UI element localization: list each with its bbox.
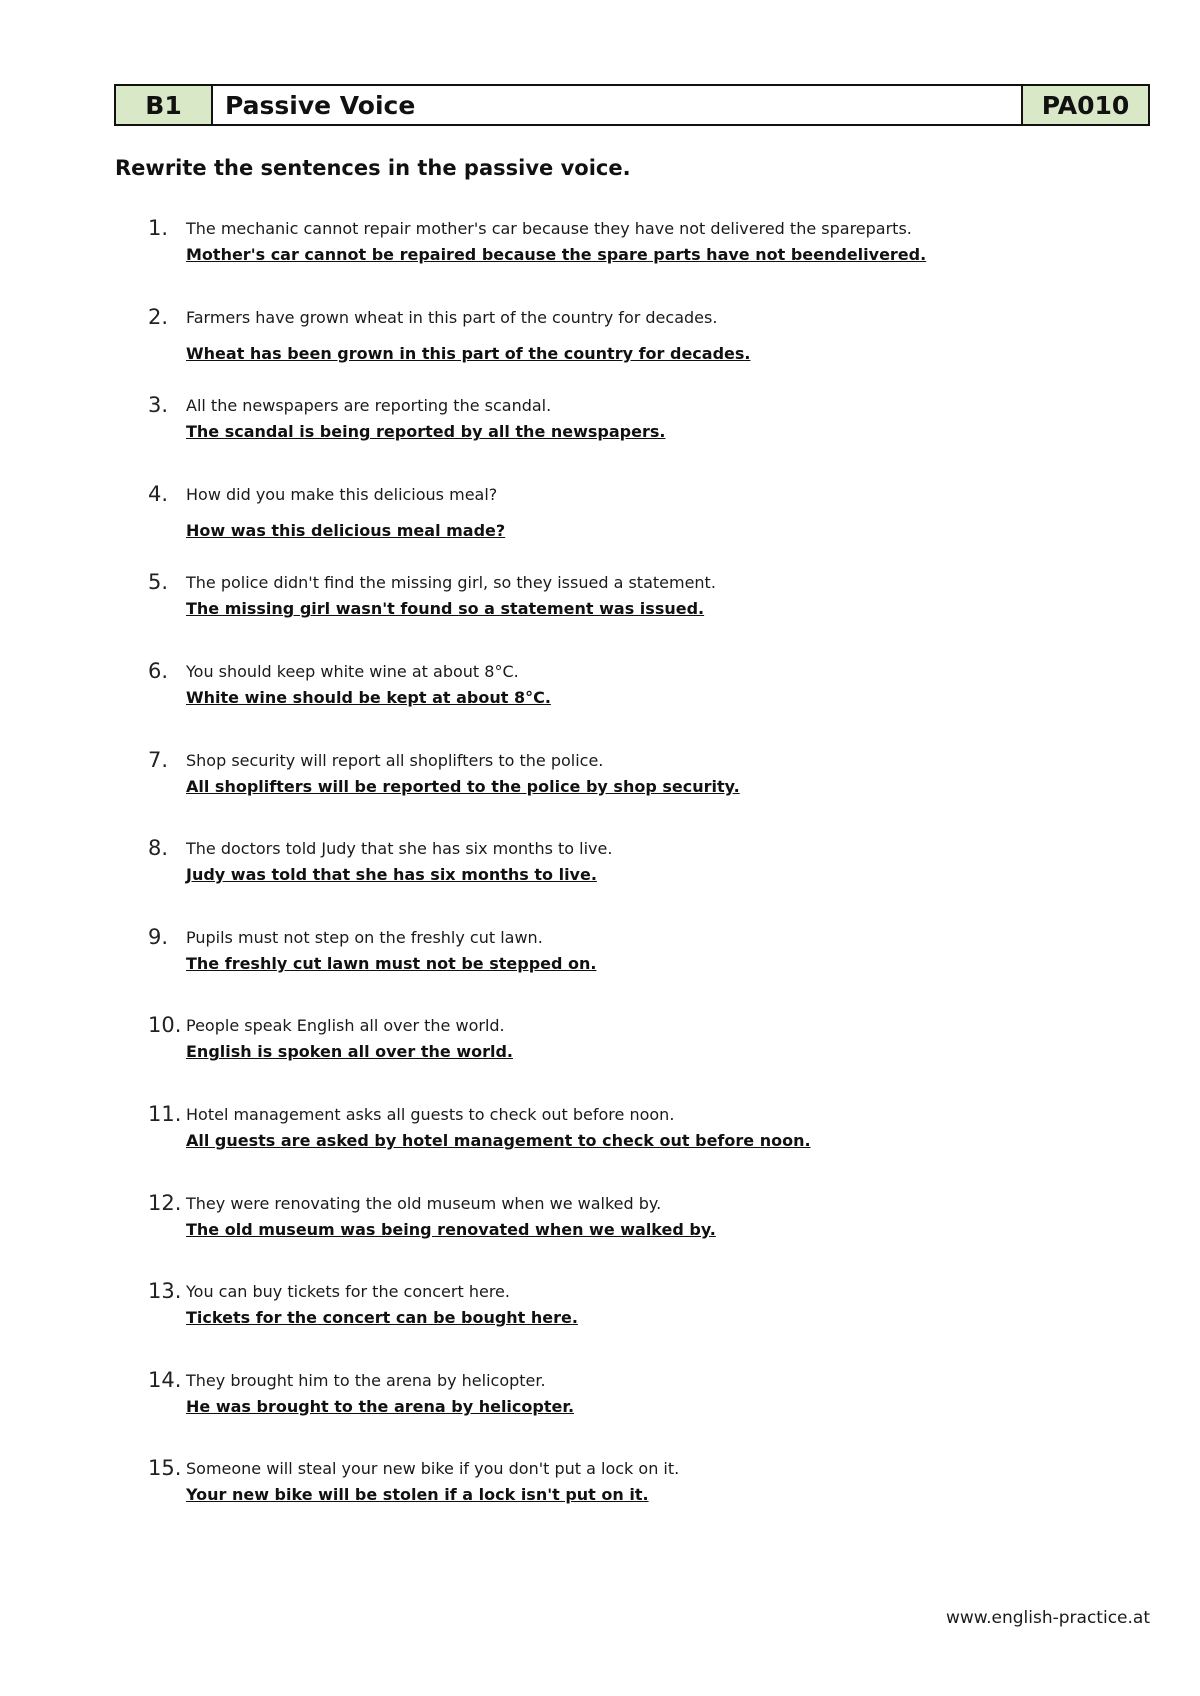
exercise-number: 3. — [148, 393, 169, 418]
exercise-list — [0, 216, 1200, 1545]
instruction-text: Rewrite the sentences in the passive voice. — [115, 156, 631, 180]
exercise-number: 9. — [148, 924, 169, 949]
exercise-item — [0, 1191, 1200, 1280]
exercise-answer: Tickets for the concert can be bought here. — [186, 1308, 578, 1328]
exercise-item — [0, 836, 1200, 925]
exercise-item — [0, 305, 1200, 394]
exercise-question: All the newspapers are reporting the scandal. — [186, 396, 552, 416]
exercise-question: You can buy tickets for the concert here. — [186, 1282, 510, 1302]
level-badge: B1 — [116, 86, 213, 124]
exercise-answer: Judy was told that she has six months to live. — [186, 865, 597, 885]
exercise-number: 4. — [148, 481, 169, 506]
exercise-item — [0, 748, 1200, 837]
worksheet-code: PA010 — [1021, 86, 1148, 124]
exercise-number: 6. — [148, 658, 169, 683]
exercise-answer: Wheat has been grown in this part of the country for decades. — [186, 343, 751, 363]
exercise-number: 10. — [148, 1013, 182, 1038]
exercise-question: People speak English all over the world. — [186, 1016, 505, 1036]
exercise-number: 8. — [148, 836, 169, 861]
exercise-question: Farmers have grown wheat in this part of the country for decades. — [186, 307, 718, 327]
exercise-question: They brought him to the arena by helicopter. — [186, 1370, 546, 1390]
exercise-item — [0, 1102, 1200, 1191]
exercise-number: 5. — [148, 570, 169, 595]
exercise-question: You should keep white wine at about 8°C. — [186, 661, 519, 681]
worksheet-title: Passive Voice — [225, 90, 416, 120]
exercise-item — [0, 659, 1200, 748]
exercise-answer: The missing girl wasn't found so a statement was issued. — [186, 599, 705, 619]
exercise-question: The mechanic cannot repair mother's car because they have not delivered the spareparts. — [186, 219, 912, 238]
exercise-number: 14. — [148, 1367, 182, 1392]
exercise-number: 2. — [148, 304, 169, 329]
exercise-item — [0, 1368, 1200, 1457]
exercise-item — [0, 216, 1200, 305]
exercise-answer: Mother's car cannot be repaired because the spare parts have not beendelivered. — [186, 245, 927, 264]
exercise-item — [0, 1456, 1200, 1545]
exercise-number: 15. — [148, 1456, 182, 1481]
exercise-answer: How was this delicious meal made? — [186, 520, 506, 540]
exercise-item — [0, 570, 1200, 659]
exercise-number: 1. — [148, 216, 169, 240]
exercise-number: 11. — [148, 1101, 182, 1126]
exercise-answer: The old museum was being renovated when we walked by. — [186, 1219, 716, 1239]
exercise-item — [0, 925, 1200, 1014]
exercise-answer: He was brought to the arena by helicopter. — [186, 1396, 575, 1416]
exercise-item — [0, 1013, 1200, 1102]
exercise-question: Shop security will report all shoplifters to the police. — [186, 750, 604, 770]
worksheet-header — [114, 84, 1150, 126]
exercise-number: 12. — [148, 1190, 182, 1215]
exercise-answer: The scandal is being reported by all the newspapers. — [186, 422, 666, 442]
exercise-answer: The freshly cut lawn must not be stepped on. — [186, 953, 597, 973]
exercise-question: The police didn't find the missing girl, so they issued a statement. — [186, 573, 716, 593]
exercise-question: Someone will steal your new bike if you don't put a lock on it. — [186, 1459, 680, 1479]
exercise-number: 13. — [148, 1279, 182, 1304]
exercise-answer: All guests are asked by hotel management to check out before noon. — [186, 1130, 811, 1150]
exercise-question: Pupils must not step on the freshly cut lawn. — [186, 927, 543, 947]
exercise-item — [0, 1279, 1200, 1368]
exercise-item — [0, 393, 1200, 482]
exercise-answer: All shoplifters will be reported to the police by shop security. — [186, 776, 740, 796]
exercise-question: How did you make this delicious meal? — [186, 484, 498, 504]
exercise-question: The doctors told Judy that she has six months to live. — [186, 839, 613, 859]
exercise-item — [0, 482, 1200, 571]
exercise-question: They were renovating the old museum when we walked by. — [186, 1193, 662, 1213]
exercise-answer: Your new bike will be stolen if a lock isn't put on it. — [186, 1485, 649, 1505]
exercise-number: 7. — [148, 747, 169, 772]
exercise-answer: English is spoken all over the world. — [186, 1042, 514, 1062]
exercise-answer: White wine should be kept at about 8°C. — [186, 687, 551, 707]
website-url: www.english-practice.at — [945, 1608, 1150, 1628]
exercise-question: Hotel management asks all guests to check out before noon. — [186, 1104, 675, 1124]
